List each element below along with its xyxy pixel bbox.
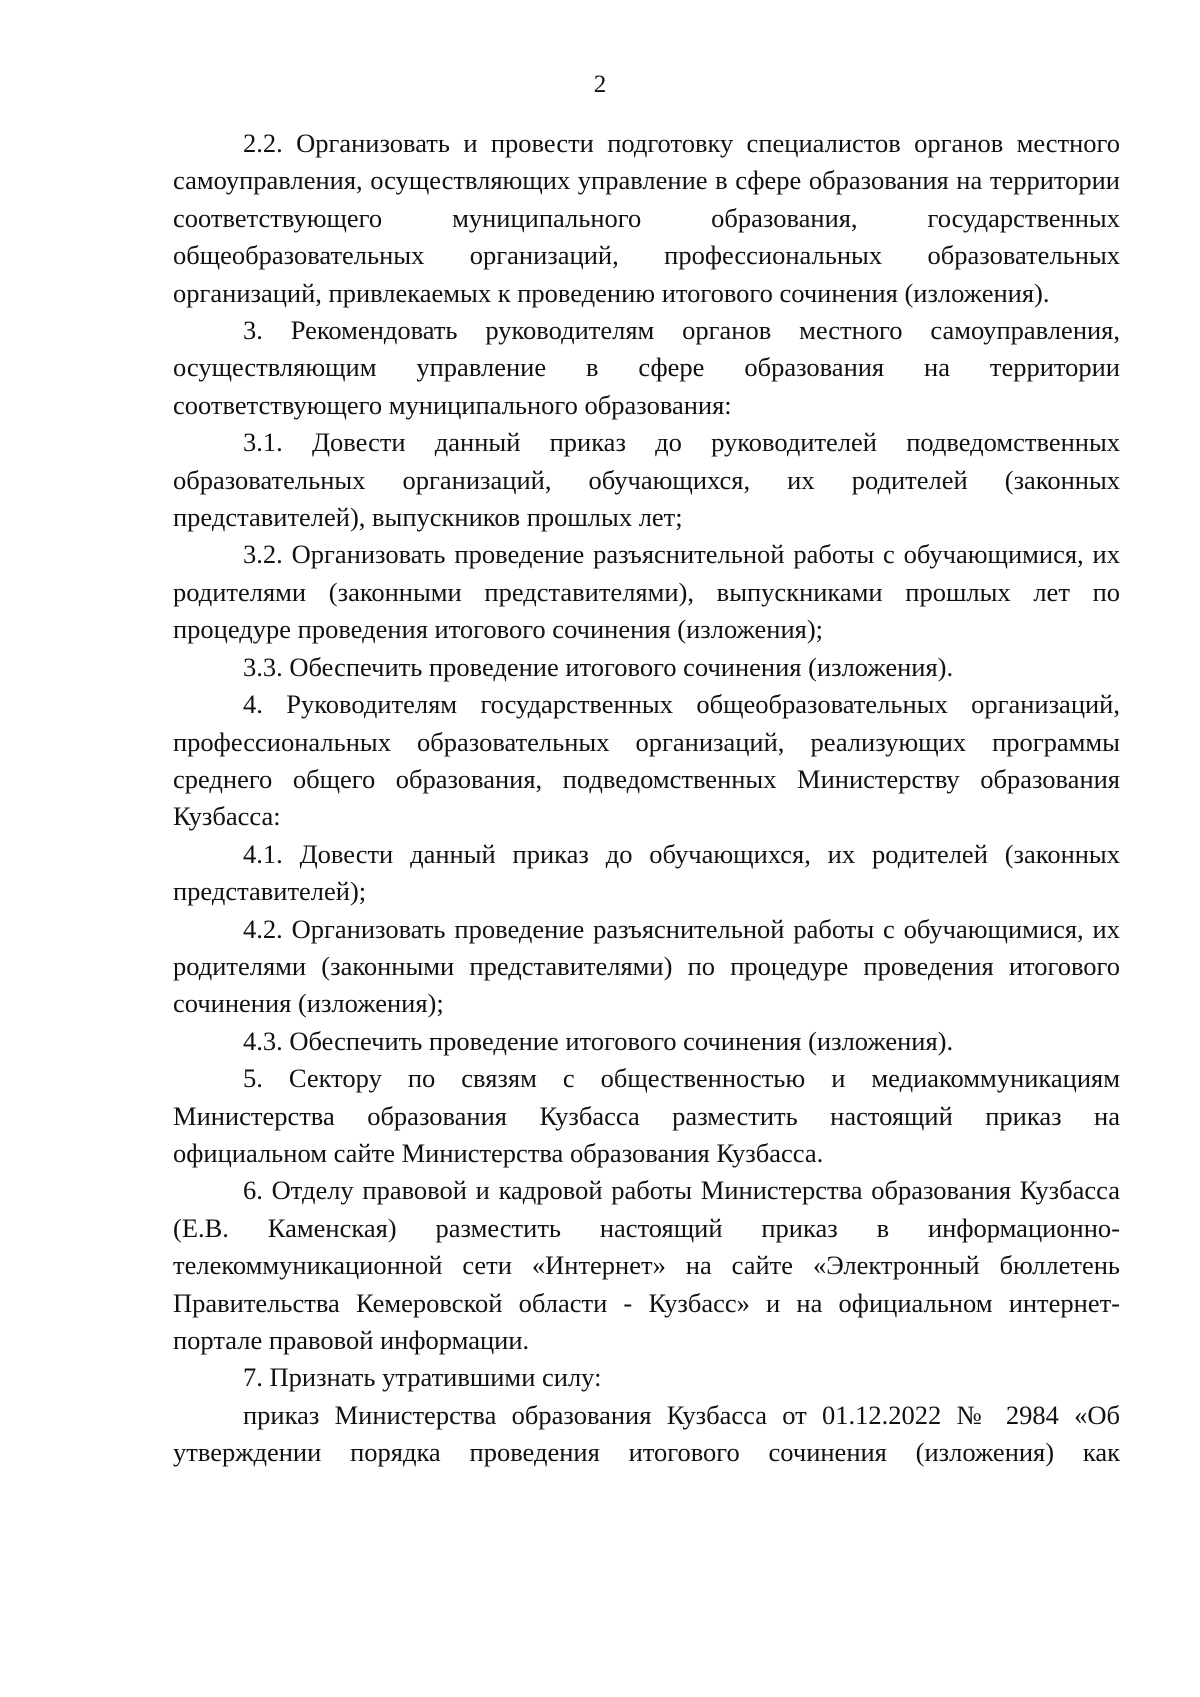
document-body: [173, 125, 1120, 1472]
paragraph-3-3: 3.3. Обеспечить проведение итогового сочинения (изложения).: [243, 651, 954, 682]
paragraph-2-2: 2.2. Организовать и провести подготовку специалистов органов местного самоуправления, осуществляющих управление в сфере образования на территории соответствующего муниципального образования, государственных общеобразовательных организаций, профессиональных образовательных организаций, привлекаемых к проведению итогового сочинения (изложения).: [173, 128, 1120, 308]
paragraph-7: 7. Признать утратившими силу:: [243, 1362, 602, 1393]
paragraph-4-1: 4.1. Довести данный приказ до обучающихся, их родителей (законных представителей);: [173, 838, 1120, 907]
paragraph-3: 3. Рекомендовать руководителям органов местного самоуправления, осуществляющим управление в сфере образования на территории соответствующего муниципального образования:: [173, 315, 1120, 420]
paragraph-4-2: 4.2. Организовать проведение разъяснительной работы с обучающимися, их родителями (законными представителями) по процедуре проведения итогового сочинения (изложения);: [173, 913, 1120, 1019]
paragraph-4: 4. Руководителям государственных общеобразовательных организаций, профессиональных образовательных организаций, реализующих программы среднего общего образования, подведомственных Министерству образования Кузбасса:: [173, 689, 1120, 832]
paragraph-5: 5. Сектору по связям с общественностью и медиакоммуникациям Министерства образования Кузбасса разместить настоящий приказ на официальном сайте Министерства образования Кузбасса.: [173, 1063, 1120, 1168]
paragraph-4-3: 4.3. Обеспечить проведение итогового сочинения (изложения).: [243, 1025, 954, 1056]
paragraph-3-1: 3.1. Довести данный приказ до руководителей подведомственных образовательных организаций, обучающихся, их родителей (законных представителей), выпускников прошлых лет;: [173, 427, 1120, 533]
paragraph-7-order: приказ Министерства образования Кузбасса от 01.12.2022 № 2984 «Об утверждении порядка проведения итогового сочинения (изложения) как: [173, 1399, 1120, 1468]
page-number: 2: [593, 71, 607, 98]
paragraph-6: 6. Отделу правовой и кадровой работы Министерства образования Кузбасса (Е.В. Каменская) разместить настоящий приказ в информационно-телекоммуникационной сети «Интернет» на сайте «Электронный бюллетень Правительства Кемеровской области - Кузбасс» и на официальном интернет-портале правовой информации.: [173, 1175, 1120, 1355]
paragraph-3-2: 3.2. Организовать проведение разъяснительной работы с обучающимися, их родителями (законными представителями), выпускниками прошлых лет по процедуре проведения итогового сочинения (изложения);: [173, 539, 1120, 645]
